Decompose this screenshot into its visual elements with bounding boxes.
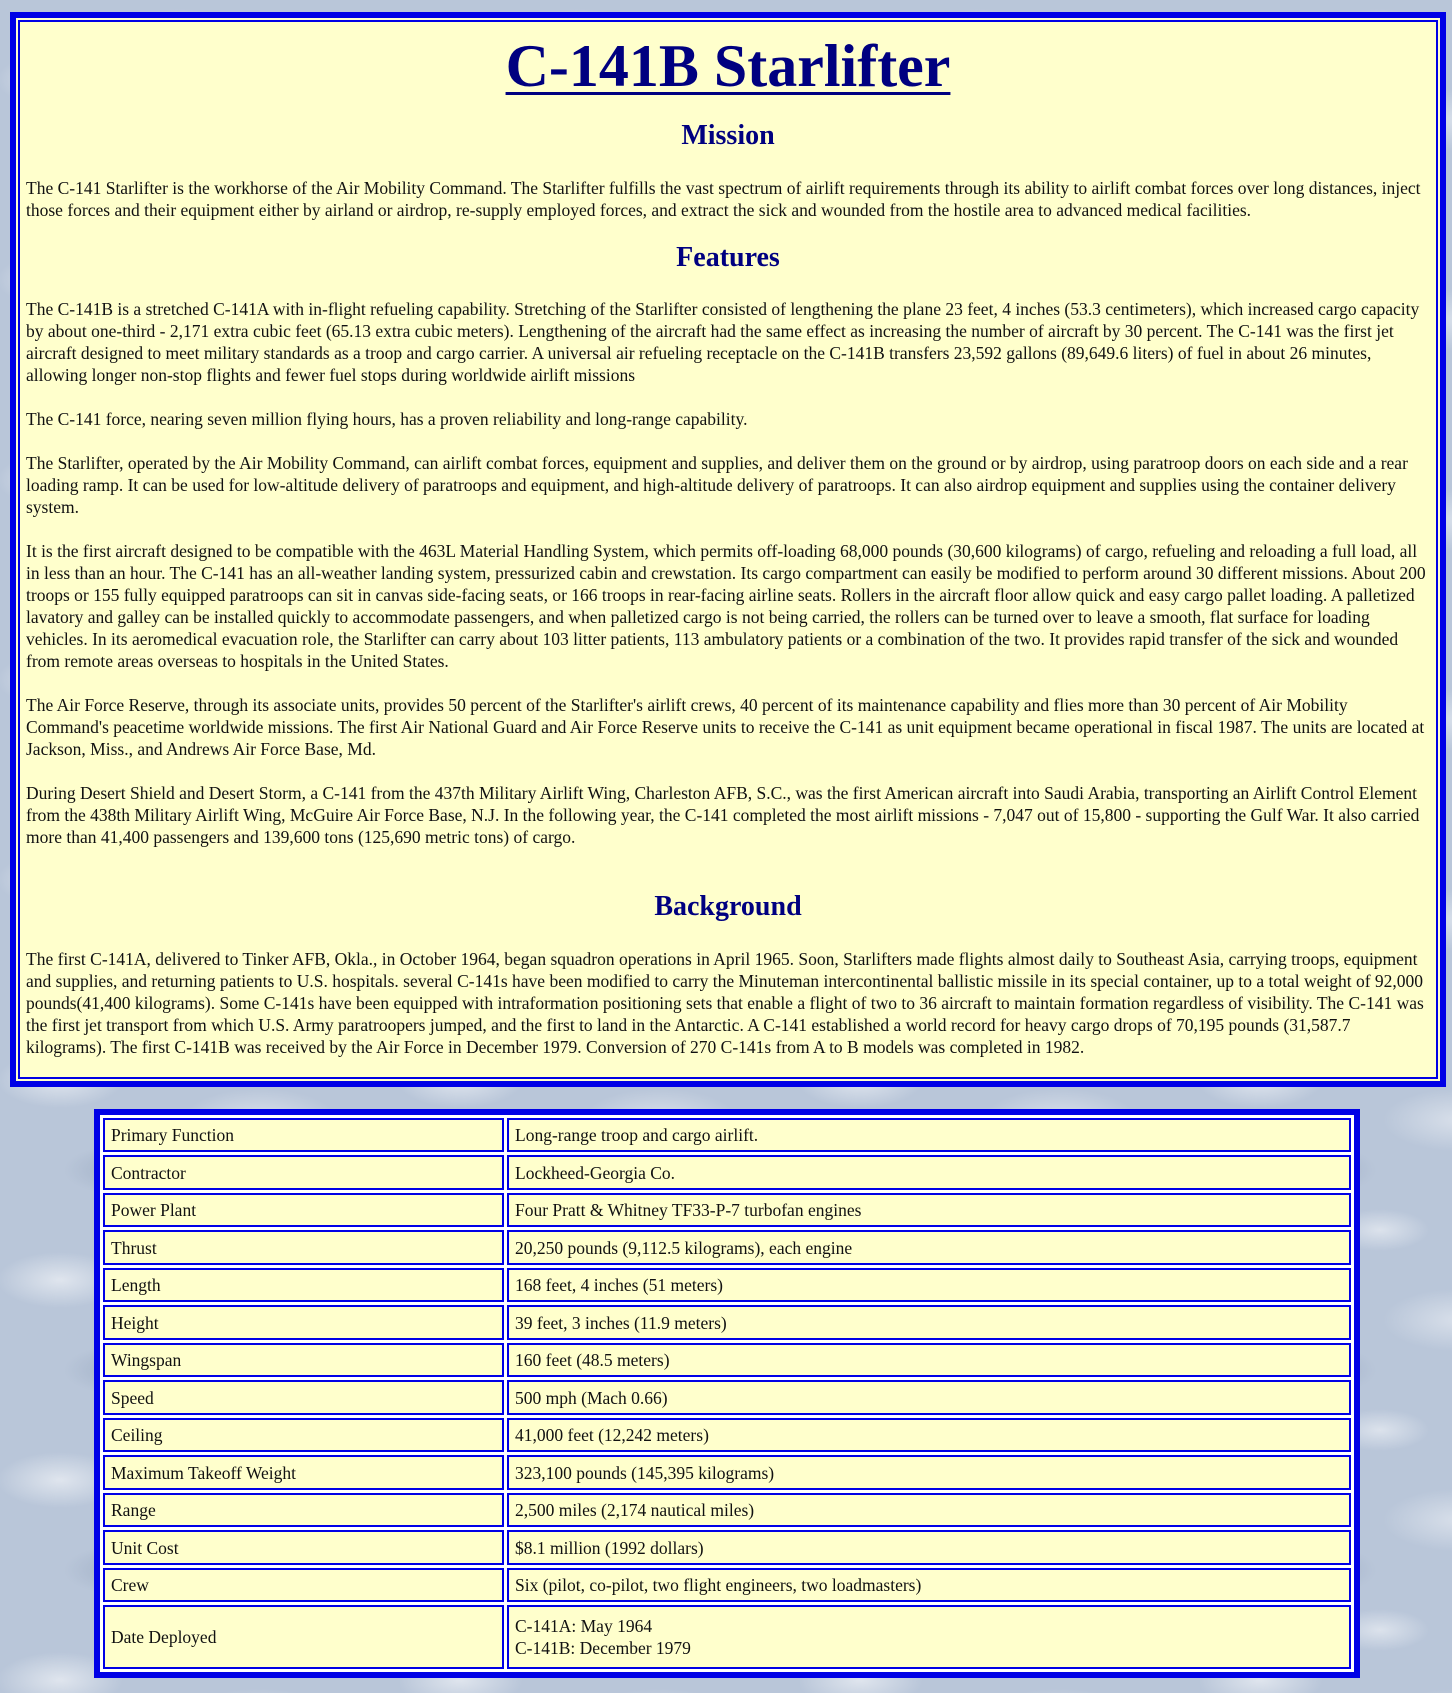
features-paragraph-6: During Desert Shield and Desert Storm, a C-141 from the 437th Military Airlift Wing, Charleston AFB, S.C., was the first American aircraft into Saudi Arabia, transporting an Airlift Control Element from the 438th Military Airlift Wing, McGuire Air Force Base, N.J. In the following year, the C-141 completed the most airlift missions - 7,047 out of 15,800 - supporting the Gulf War. It also carried more than 41,400 passengers and 139,600 tons (125,690 metric tons) of cargo. [26,783,1420,848]
spec-value: 20,250 pounds (9,112.5 kilograms), each engine [507,1230,1351,1264]
table-row [103,1268,1351,1302]
spec-label: Length [103,1268,504,1302]
spec-value-line: C-141A: May 1964 [515,1616,653,1637]
table-row [103,1118,1351,1152]
features-paragraph-2: The C-141 force, nearing seven million flying hours, has a proven reliability and long-range capability. [26,409,748,430]
spec-label: Contractor [103,1155,504,1189]
spec-label: Thrust [103,1230,504,1264]
specs-table [100,1115,1354,1672]
spec-value: Six (pilot, co-pilot, two flight engineers, two loadmasters) [507,1568,1351,1602]
spec-label: Height [103,1305,504,1339]
spec-value: $8.1 million (1992 dollars) [507,1530,1351,1564]
table-row [103,1193,1351,1227]
features-paragraph-3: The Starlifter, operated by the Air Mobility Command, can airlift combat forces, equipment and supplies, and deliver them on the ground or by airdrop, using paratroop doors on each side and a rear loading ramp. It can be used for low-altitude delivery of paratroops and equipment, and high-altitude delivery of paratroops. It can also airdrop equipment and supplies using the container delivery system. [26,453,1408,518]
mission-heading: Mission [681,120,775,151]
article-panel [10,12,1446,1087]
spec-label: Speed [103,1380,504,1414]
features-paragraph-1: The C-141B is a stretched C-141A with in-flight refueling capability. Stretching of the Starlifter consisted of lengthening the plane 23 feet, 4 inches (53.3 centimeters), which increased cargo capacity by about one-third - 2,171 extra cubic feet (65.13 extra cubic meters). Lengthening of the aircraft had the same effect as increasing the number of aircraft by 30 percent. The C-141 was the first jet aircraft designed to meet military standards as a troop and cargo carrier. A universal air refueling receptacle on the C-141B transfers 23,592 gallons (89,649.6 liters) of fuel in about 26 minutes, allowing longer non-stop flights and fewer fuel stops during worldwide airlift missions [26,299,1420,386]
spec-value-line: C-141B: December 1979 [515,1638,691,1659]
table-row [103,1418,1351,1452]
table-row [103,1305,1351,1339]
spec-label: Crew [103,1568,504,1602]
table-row [103,1155,1351,1189]
spec-value: Long-range troop and cargo airlift. [507,1118,1351,1152]
spec-label: Primary Function [103,1118,504,1152]
specs-table-frame [94,1109,1360,1678]
table-row [103,1230,1351,1264]
spec-label: Maximum Takeoff Weight [103,1455,504,1489]
page-title: C-141B Starlifter [505,33,951,99]
features-paragraph-5: The Air Force Reserve, through its associate units, provides 50 percent of the Starlifter's airlift crews, 40 percent of its maintenance capability and flies more than 30 percent of Air Mobility Command's peacetime worldwide missions. The first Air National Guard and Air Force Reserve units to receive the C-141 as unit equipment became operational in fiscal 1987. The units are located at Jackson, Miss., and Andrews Air Force Base, Md. [26,695,1425,760]
spec-value: 160 feet (48.5 meters) [507,1343,1351,1377]
table-row [103,1343,1351,1377]
spec-label: Ceiling [103,1418,504,1452]
spec-label: Wingspan [103,1343,504,1377]
table-row [103,1530,1351,1564]
table-row [103,1568,1351,1602]
spec-value: Lockheed-Georgia Co. [507,1155,1351,1189]
table-row [103,1380,1351,1414]
spec-value: 500 mph (Mach 0.66) [507,1380,1351,1414]
spec-value: 39 feet, 3 inches (11.9 meters) [507,1305,1351,1339]
spec-value: Four Pratt & Whitney TF33-P-7 turbofan engines [507,1193,1351,1227]
table-row [103,1493,1351,1527]
mission-paragraph: The C-141 Starlifter is the workhorse of the Air Mobility Command. The Starlifter fulfills the vast spectrum of airlift requirements through its ability to airlift combat forces over long distances, inject those forces and their equipment either by airland or airdrop, re-supply employed forces, and extract the sick and wounded from the hostile area to advanced medical facilities. [26,177,1421,220]
spec-label: Date Deployed [103,1605,504,1669]
spec-value: 323,100 pounds (145,395 kilograms) [507,1455,1351,1489]
spec-value: 41,000 feet (12,242 meters) [507,1418,1351,1452]
spec-label: Range [103,1493,504,1527]
spec-value [507,1605,1351,1669]
spec-value: 168 feet, 4 inches (51 meters) [507,1268,1351,1302]
table-row [103,1605,1351,1669]
spec-label: Power Plant [103,1193,504,1227]
background-heading: Background [654,891,802,923]
background-paragraph: The first C-141A, delivered to Tinker AFB, Okla., in October 1964, began squadron operations in April 1965. Soon, Starlifters made flights almost daily to Southeast Asia, carrying troops, equipment and supplies, and returning patients to U.S. hospitals. several C-141s have been modified to carry the Minuteman intercontinental ballistic missile in its special container, up to a total weight of 92,000 pounds(41,400 kilograms). Some C-141s have been equipped with intraformation positioning sets that enable a flight of two to 36 aircraft to maintain formation regardless of visibility. The C-141 was the first jet transport from which U.S. Army paratroopers jumped, and the first to land in the Antarctic. A C-141 established a world record for heavy cargo drops of 70,195 pounds (31,587.7 kilograms). The first C-141B was received by the Air Force in December 1979. Conversion of 270 C-141s from A to B models was completed in 1982. [26,948,1424,1057]
features-heading: Features [676,241,780,273]
features-paragraph-4: It is the first aircraft designed to be compatible with the 463L Material Handling System, which permits off-loading 68,000 pounds (30,600 kilograms) of cargo, refueling and reloading a full load, all in less than an hour. The C-141 has an all-weather landing system, pressurized cabin and crewstation. Its cargo compartment can easily be modified to perform around 30 different missions. About 200 troops or 155 fully equipped paratroops can sit in canvas side-facing seats, or 166 troops in rear-facing airline seats. Rollers in the aircraft floor allow quick and easy cargo pallet loading. A palletized lavatory and galley can be installed quickly to accommodate passengers, and when palletized cargo is not being carried, the rollers can be turned over to leave a smooth, flat surface for loading vehicles. In its aeromedical evacuation role, the Starlifter can carry about 103 litter patients, 113 ambulatory patients or a combination of the two. It provides rapid transfer of the sick and wounded from remote areas overseas to hospitals in the United States. [26,541,1426,672]
spec-value: 2,500 miles (2,174 nautical miles) [507,1493,1351,1527]
spec-label: Unit Cost [103,1530,504,1564]
table-row [103,1455,1351,1489]
